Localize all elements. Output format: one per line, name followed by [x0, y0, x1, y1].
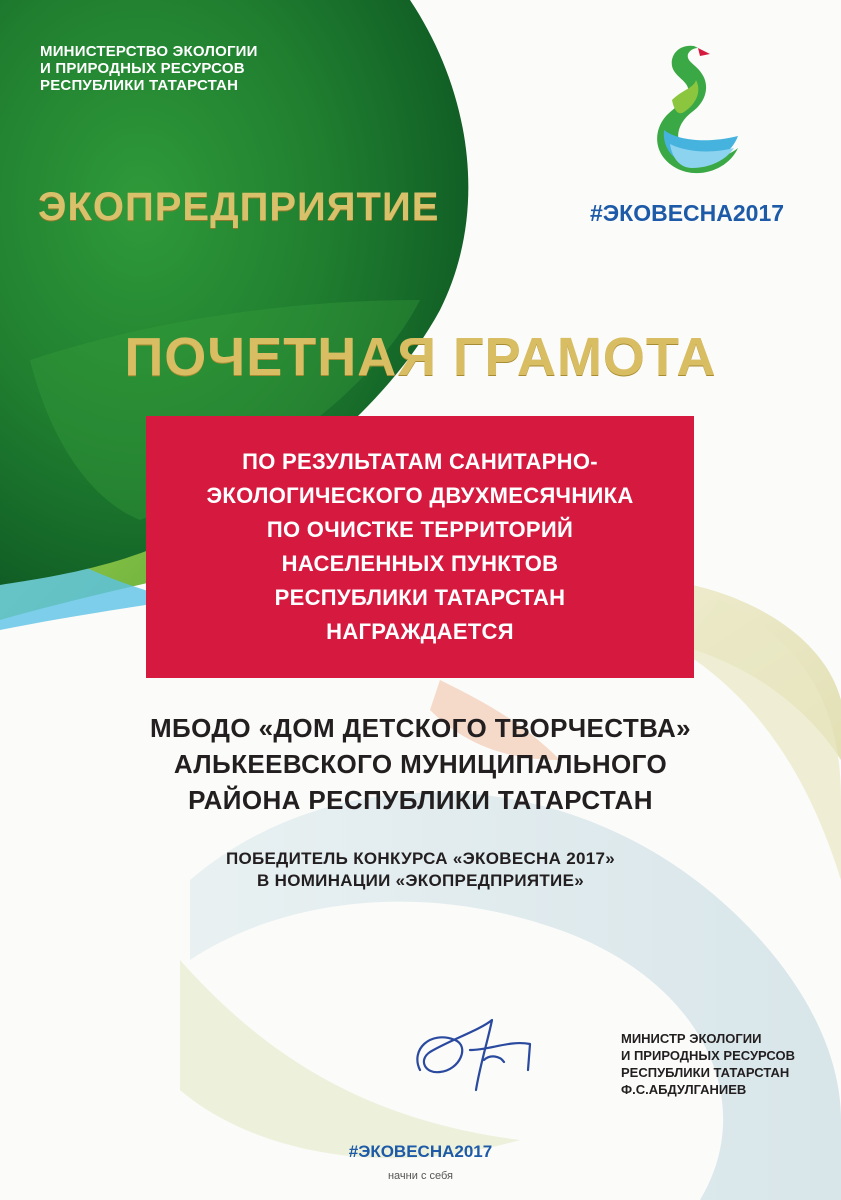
ministry-line-2: И ПРИРОДНЫХ РЕСУРСОВ [40, 60, 245, 77]
handwritten-signature [400, 1010, 550, 1100]
recipient-line-3: РАЙОНА РЕСПУБЛИКИ ТАТАРСТАН [188, 785, 653, 815]
winner-line-1: ПОБЕДИТЕЛЬ КОНКУРСА «ЭКОВЕСНА 2017» [225, 849, 616, 868]
ministry-line-3: РЕСПУБЛИКИ ТАТАРСТАН [40, 77, 239, 94]
award-line-2: ЭКОЛОГИЧЕСКОГО ДВУХМЕСЯЧНИКА [206, 483, 634, 508]
recipient-line-2: АЛЬКЕЕВСКОГО МУНИЦИПАЛЬНОГО [173, 749, 668, 779]
ministry-header [40, 43, 258, 94]
footer-slogan: начни с себя [387, 1170, 454, 1182]
category-label: ЭКОПРЕДПРИЯТИЕ [38, 185, 440, 229]
hashtag-top: #ЭКОВЕСНА2017 [590, 200, 785, 226]
award-line-5: РЕСПУБЛИКИ ТАТАРСТАН [274, 585, 566, 610]
signer-line-3: РЕСПУБЛИКИ ТАТАРСТАН [621, 1065, 790, 1080]
hashtag-bottom: #ЭКОВЕСНА2017 [348, 1142, 493, 1161]
recipient-block [0, 710, 841, 818]
signer-name: Ф.С.АБДУЛГАНИЕВ [621, 1082, 747, 1097]
winner-note [0, 848, 841, 892]
award-line-3: ПО ОЧИСТКЕ ТЕРРИТОРИЙ [266, 517, 574, 542]
signer-line-1: МИНИСТР ЭКОЛОГИИ [621, 1031, 762, 1046]
ministry-line-1: МИНИСТЕРСТВО ЭКОЛОГИИ [40, 43, 258, 60]
signer-block [621, 1030, 795, 1098]
award-line-6: НАГРАЖДАЕТСЯ [326, 619, 514, 644]
award-reason-box [146, 416, 694, 678]
swan-logo-icon [636, 40, 746, 180]
signer-line-2: И ПРИРОДНЫХ РЕСУРСОВ [621, 1048, 795, 1063]
certificate-title: ПОЧЕТНАЯ ГРАМОТА [124, 327, 717, 387]
recipient-line-1: МБОДО «ДОМ ДЕТСКОГО ТВОРЧЕСТВА» [149, 713, 692, 743]
award-line-4: НАСЕЛЕННЫХ ПУНКТОВ [281, 551, 559, 576]
award-line-1: ПО РЕЗУЛЬТАТАМ САНИТАРНО- [242, 449, 598, 474]
winner-line-2: В НОМИНАЦИИ «ЭКОПРЕДПРИЯТИЕ» [257, 871, 584, 890]
